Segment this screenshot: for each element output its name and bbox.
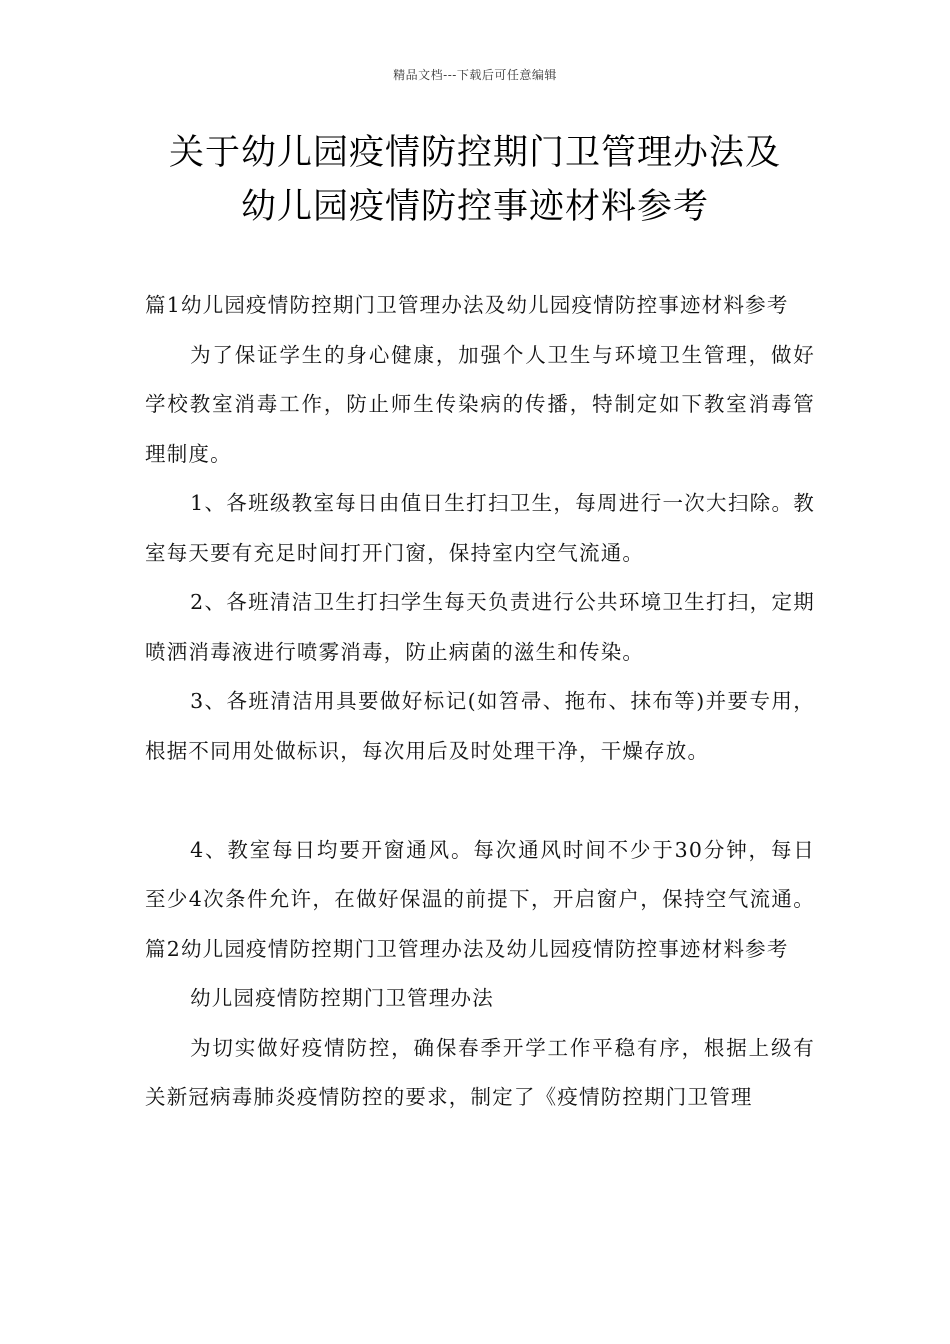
- title-line-1: 关于幼儿园疫情防控期门卫管理办法及: [168, 133, 781, 173]
- subheading-paragraph: 幼儿园疫情防控期门卫管理办法: [190, 986, 494, 1010]
- rule-paragraph-3: 3、各班清洁用具要做好标记(如笤帚、拖布、抹布等)并要专用，根据不同用处做标识，每次用后及时处理干净，干燥存放。: [145, 689, 815, 763]
- rule-paragraph-2: 2、各班清洁卫生打扫学生每天负责进行公共环境卫生打扫，定期喷洒消毒液进行喷雾消毒，防止病菌的滋生和传染。: [145, 590, 815, 664]
- body-paragraph-final: 为切实做好疫情防控，确保春季开学工作平稳有序，根据上级有关新冠病毒肺炎疫情防控的要求，制定了《疫情防控期门卫管理: [145, 1035, 815, 1109]
- title-line-2: 幼儿园疫情防控事迹材料参考: [240, 187, 709, 227]
- section-heading-paragraph: 篇1幼儿园疫情防控期门卫管理办法及幼儿园疫情防控事迹材料参考: [145, 293, 789, 317]
- paragraph-spacer: [145, 776, 815, 826]
- page-header-note: 精品文档---下载后可任意编辑: [393, 68, 557, 82]
- rule-paragraph-1: 1、各班级教室每日由值日生打扫卫生，每周进行一次大扫除。教室每天要有充足时间打开门窗，保持室内空气流通。: [145, 491, 815, 565]
- document-body: [145, 281, 815, 1123]
- intro-paragraph: 为了保证学生的身心健康，加强个人卫生与环境卫生管理，做好学校教室消毒工作，防止师生传染病的传播，特制定如下教室消毒管理制度。: [145, 342, 815, 466]
- document-title: [60, 126, 890, 234]
- rule-paragraph-4: 4、教室每日均要开窗通风。每次通风时间不少于30分钟，每日至少4次条件允许，在做好保温的前提下，开启窗户，保持空气流通。篇2幼儿园疫情防控期门卫管理办法及幼儿园疫情防控事迹材料参考: [145, 837, 815, 961]
